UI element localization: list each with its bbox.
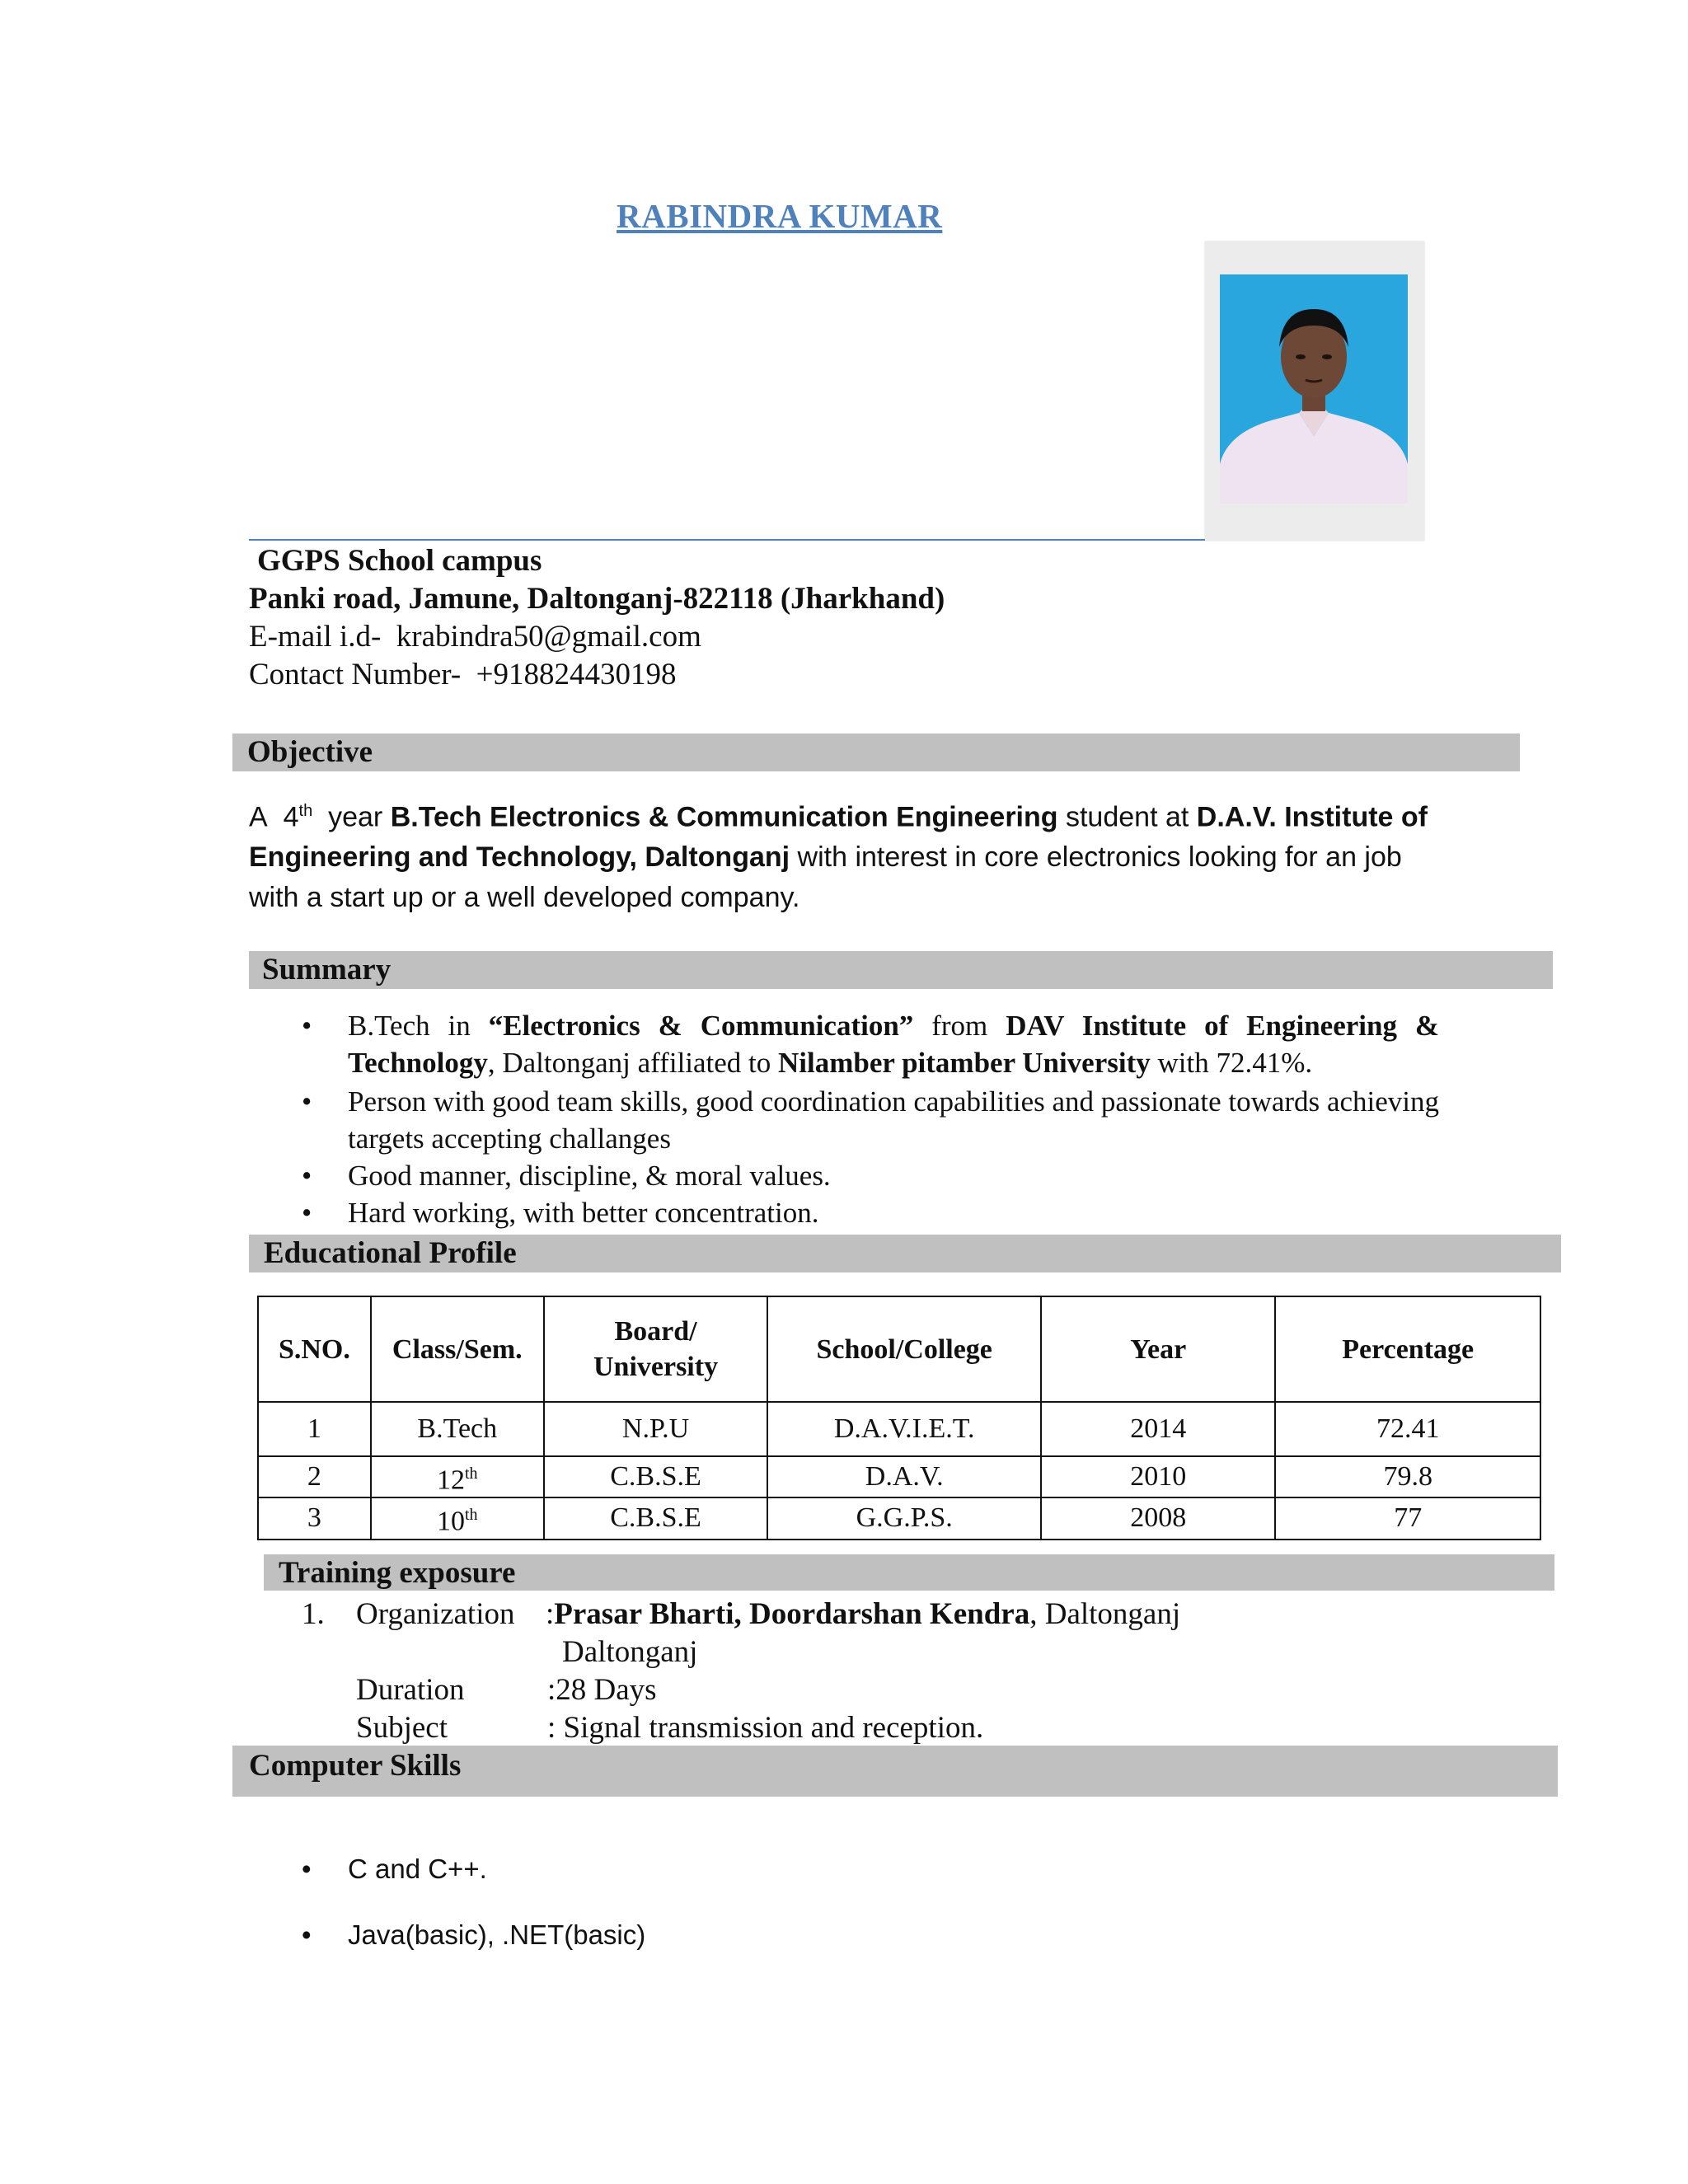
summary-text: Nilamber pitamber University <box>778 1047 1151 1079</box>
cell-percentage: 79.8 <box>1275 1456 1540 1497</box>
summary-text: DAV Institute of Engineering & Technology <box>348 1010 1440 1079</box>
address-line-1: GGPS School campus <box>257 544 542 578</box>
cell-board: C.B.S.E <box>544 1456 768 1497</box>
candidate-name: RABINDRA KUMAR <box>617 197 943 235</box>
col-board <box>544 1296 768 1402</box>
cell-year: 2008 <box>1041 1497 1275 1539</box>
cell-class-sup: th <box>465 1506 478 1525</box>
address-line-2: Panki road, Jamune, Daltonganj-822118 (Jharkhand) <box>249 582 945 616</box>
col-year: Year <box>1041 1296 1275 1402</box>
summary-list <box>348 1007 1439 1231</box>
table-row <box>258 1497 1540 1539</box>
cell-board: C.B.S.E <box>544 1497 768 1539</box>
training-heading: Training exposure <box>264 1554 1554 1591</box>
education-table <box>257 1296 1541 1540</box>
list-item <box>348 1007 1439 1081</box>
cell-class <box>371 1497 544 1539</box>
contact-line <box>249 656 677 694</box>
training-org-sep: : <box>546 1597 555 1631</box>
education-heading: Educational Profile <box>249 1235 1561 1272</box>
training-org-place-line2: Daltonganj <box>562 1635 698 1669</box>
col-board-line1: Board/ <box>614 1316 697 1347</box>
list-item: • Good manner, discipline, & moral values. <box>348 1157 1439 1194</box>
cell-school: D.A.V.I.E.T. <box>767 1402 1041 1456</box>
summary-text: B.Tech in <box>348 1010 471 1042</box>
cell-school: D.A.V. <box>767 1456 1041 1497</box>
col-school: School/College <box>767 1296 1041 1402</box>
header-divider <box>249 539 1205 541</box>
col-percentage: Percentage <box>1275 1296 1540 1402</box>
cell-sno: 2 <box>258 1456 371 1497</box>
training-org-name: Prasar Bharti, Doordarshan Kendra <box>554 1597 1030 1631</box>
contact-label: Contact Number- <box>249 658 462 691</box>
list-item: • Person with good team skills, good coordination capabilities and passionate towards achieving targets accepting challanges <box>348 1083 1439 1157</box>
table-header-row <box>258 1296 1540 1402</box>
cell-class-text: B.Tech <box>417 1413 498 1444</box>
contact-value: +918824430198 <box>476 658 677 691</box>
summary-text: from <box>931 1010 988 1042</box>
training-org-label: Organization <box>356 1597 515 1631</box>
cell-class-text: 12 <box>437 1465 465 1496</box>
objective-year: 4 <box>283 801 299 833</box>
training-subject-value: : Signal transmission and reception. <box>547 1711 984 1745</box>
email-value: krabindra50@gmail.com <box>396 620 701 654</box>
table-row <box>258 1402 1540 1456</box>
cell-class <box>371 1402 544 1456</box>
training-subject-label: Subject <box>356 1711 448 1745</box>
cell-class-text: 10 <box>437 1506 465 1537</box>
table-row <box>258 1456 1540 1497</box>
col-board-line2: University <box>593 1352 719 1382</box>
email-line <box>249 618 701 656</box>
cell-year: 2014 <box>1041 1402 1275 1456</box>
list-item: • Hard working, with better concentration. <box>348 1194 1439 1231</box>
cell-percentage: 72.41 <box>1275 1402 1540 1456</box>
training-number: 1. <box>302 1597 325 1631</box>
training-org-place: , Daltonganj <box>1029 1597 1181 1631</box>
objective-degree: B.Tech Electronics & Communication Engineering <box>390 801 1058 833</box>
summary-text: “Electronics & Communication” <box>488 1010 914 1042</box>
col-class: Class/Sem. <box>371 1296 544 1402</box>
objective-part: with interest in core electronics looking for an job with a start up or a well developed company. <box>249 841 1402 914</box>
email-label: E-mail i.d- <box>249 620 382 654</box>
profile-photo <box>1205 241 1424 541</box>
training-duration-label: Duration <box>356 1673 465 1707</box>
objective-part: year <box>328 801 383 833</box>
cell-class <box>371 1456 544 1497</box>
summary-text: with 72.41%. <box>1157 1047 1313 1079</box>
summary-heading: Summary <box>249 951 1553 989</box>
cell-board: N.P.U <box>544 1402 768 1456</box>
list-item: • Java(basic), .NET(basic) <box>348 1902 645 1968</box>
list-item: • C and C++. <box>348 1836 645 1902</box>
cell-class-sup: th <box>465 1465 478 1483</box>
objective-institute: D.A.V. Institute of Engineering and Technology, Daltonganj <box>249 801 1428 874</box>
training-org-value <box>546 1596 1180 1633</box>
summary-text: , Daltonganj affiliated to <box>487 1047 771 1079</box>
cell-sno: 3 <box>258 1497 371 1539</box>
training-duration-value: :28 Days <box>547 1673 657 1707</box>
objective-text <box>249 791 1452 918</box>
person-photo-icon <box>1220 274 1408 504</box>
cell-year: 2010 <box>1041 1456 1275 1497</box>
objective-part: student at <box>1065 801 1189 833</box>
objective-part: A <box>249 801 268 833</box>
col-sno: S.NO. <box>258 1296 371 1402</box>
cell-percentage: 77 <box>1275 1497 1540 1539</box>
skills-heading: Computer Skills <box>232 1746 1558 1797</box>
objective-heading: Objective <box>232 733 1520 771</box>
cell-sno: 1 <box>258 1402 371 1456</box>
cell-school: G.G.P.S. <box>767 1497 1041 1539</box>
objective-year-sup: th <box>298 802 313 820</box>
skills-list <box>348 1836 645 1968</box>
